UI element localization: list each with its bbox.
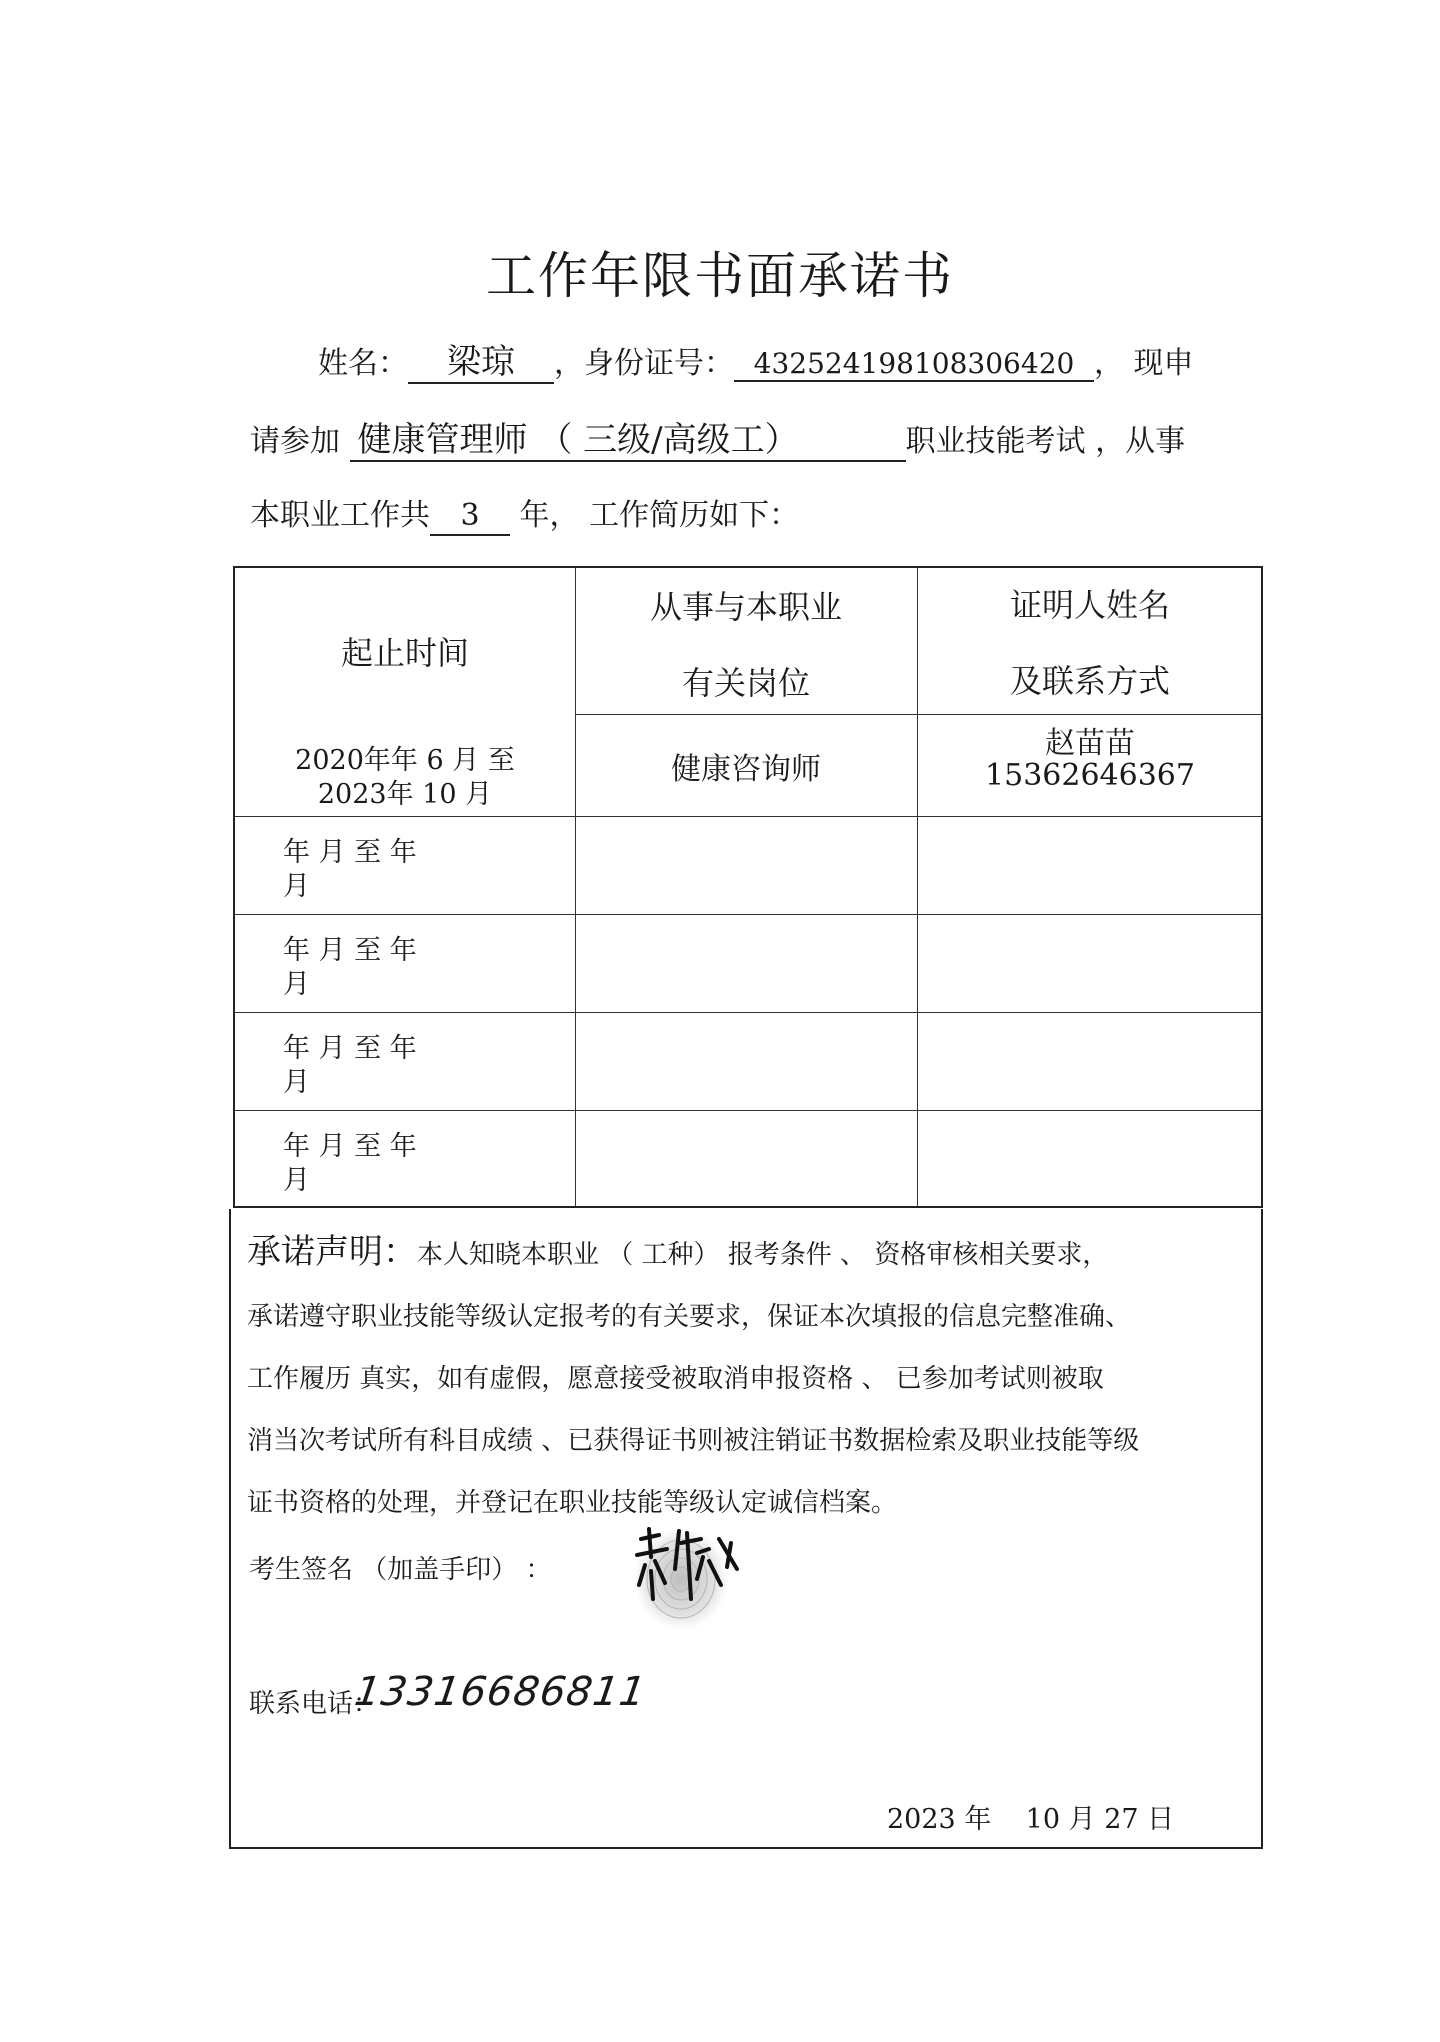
exam-suffix: 职业技能考试 ，从事 xyxy=(905,424,1186,459)
header-period: 起止时间 xyxy=(340,634,469,672)
intro-line-1 xyxy=(318,338,1194,384)
declaration-line-2: 承诺遵守职业技能等级认定报考的有关要求，保证本次填报的信息完整准确、 xyxy=(247,1302,1132,1332)
table-row-1-date xyxy=(235,744,575,812)
contact-label: 联系电话： xyxy=(249,1689,380,1719)
row-4-date-end: 月 xyxy=(283,1067,310,1098)
contact-phone: 13316686811 xyxy=(351,1669,650,1715)
date-year: 2023 xyxy=(887,1804,956,1835)
years-suffix: 年， 工作简历如下： xyxy=(519,498,800,533)
table-divider xyxy=(235,914,1261,915)
header-position-line1: 从事与本职业 xyxy=(649,588,842,626)
name-value: 梁琼 xyxy=(408,343,554,384)
row-5-date-start: 年 月 至 年 xyxy=(283,1131,417,1162)
row-3-date-end: 月 xyxy=(283,969,310,1000)
date-day: 27 xyxy=(1104,1804,1139,1835)
table-row-2-date xyxy=(283,836,417,904)
date-month-unit: 月 xyxy=(1068,1804,1096,1835)
table-row-5-date xyxy=(283,1130,417,1198)
declaration-box xyxy=(229,1209,1263,1849)
intro-line-3 xyxy=(250,490,799,536)
table-row-3-date xyxy=(283,934,417,1002)
exam-prefix: 请参加 xyxy=(250,424,340,459)
row-1-witness-phone: 15362646367 xyxy=(985,758,1195,793)
table-divider xyxy=(235,1012,1261,1013)
row-2-date-start: 年 月 至 年 xyxy=(283,837,417,868)
header-position-line2: 有关岗位 xyxy=(681,664,810,702)
declaration-lead: 承诺声明： xyxy=(247,1232,417,1272)
exam-value: 健康管理师 （ 三级/高级工） xyxy=(350,421,906,462)
name-label: 姓名： xyxy=(318,346,408,381)
header-witness-line1: 证明人姓名 xyxy=(1009,586,1170,624)
row-1-date-start: 2020年年 6 月 至 xyxy=(295,745,515,776)
row-1-position: 健康咨询师 xyxy=(671,752,821,787)
declaration-line-1-text: 本人知晓本职业 （ 工种） 报考条件 、 资格审核相关要求， xyxy=(417,1240,1109,1270)
table-divider xyxy=(575,714,1261,715)
handwritten-signature-graphic xyxy=(619,1509,769,1639)
row-3-date-start: 年 月 至 年 xyxy=(283,935,417,966)
header-witness-line2: 及联系方式 xyxy=(1009,662,1170,700)
date-year-unit: 年 xyxy=(964,1804,992,1835)
declaration-line-5: 证书资格的处理，并登记在职业技能等级认定诚信档案。 xyxy=(247,1488,898,1518)
id-label: ，身份证号： xyxy=(554,346,734,381)
row-1-witness-name: 赵苗苗 xyxy=(1045,726,1135,761)
intro-line-2 xyxy=(250,416,1185,462)
document-title: 工作年限书面承诺书 xyxy=(486,247,954,305)
row-1-date-end: 2023年 10 月 xyxy=(317,779,493,810)
years-value: 3 xyxy=(430,499,510,536)
years-prefix: 本职业工作共 xyxy=(250,498,430,533)
signature-label: 考生签名 （加盖手印） ： xyxy=(249,1555,552,1585)
declaration-line-3: 工作履历 真实，如有虚假，愿意接受被取消申报资格 、 已参加考试则被取 xyxy=(247,1364,1104,1394)
declaration-text xyxy=(247,1221,1257,1534)
work-history-table xyxy=(233,566,1263,1208)
after-id-text: ， 现申 xyxy=(1094,346,1194,381)
date-month: 10 xyxy=(1025,1804,1061,1835)
date-day-unit: 日 xyxy=(1147,1804,1175,1835)
table-row-4-date xyxy=(283,1032,417,1100)
declaration-line-4: 消当次考试所有科目成绩 、已获得证书则被注销证书数据检索及职业技能等级 xyxy=(247,1426,1140,1456)
table-divider xyxy=(235,1110,1261,1111)
declaration-line-1 xyxy=(247,1221,1257,1286)
table-divider xyxy=(235,816,1261,817)
id-value: 432524198108306420 xyxy=(734,348,1094,382)
row-4-date-start: 年 月 至 年 xyxy=(283,1033,417,1064)
sign-date xyxy=(887,1797,1174,1836)
row-2-date-end: 月 xyxy=(283,871,310,902)
row-5-date-end: 月 xyxy=(283,1165,310,1196)
